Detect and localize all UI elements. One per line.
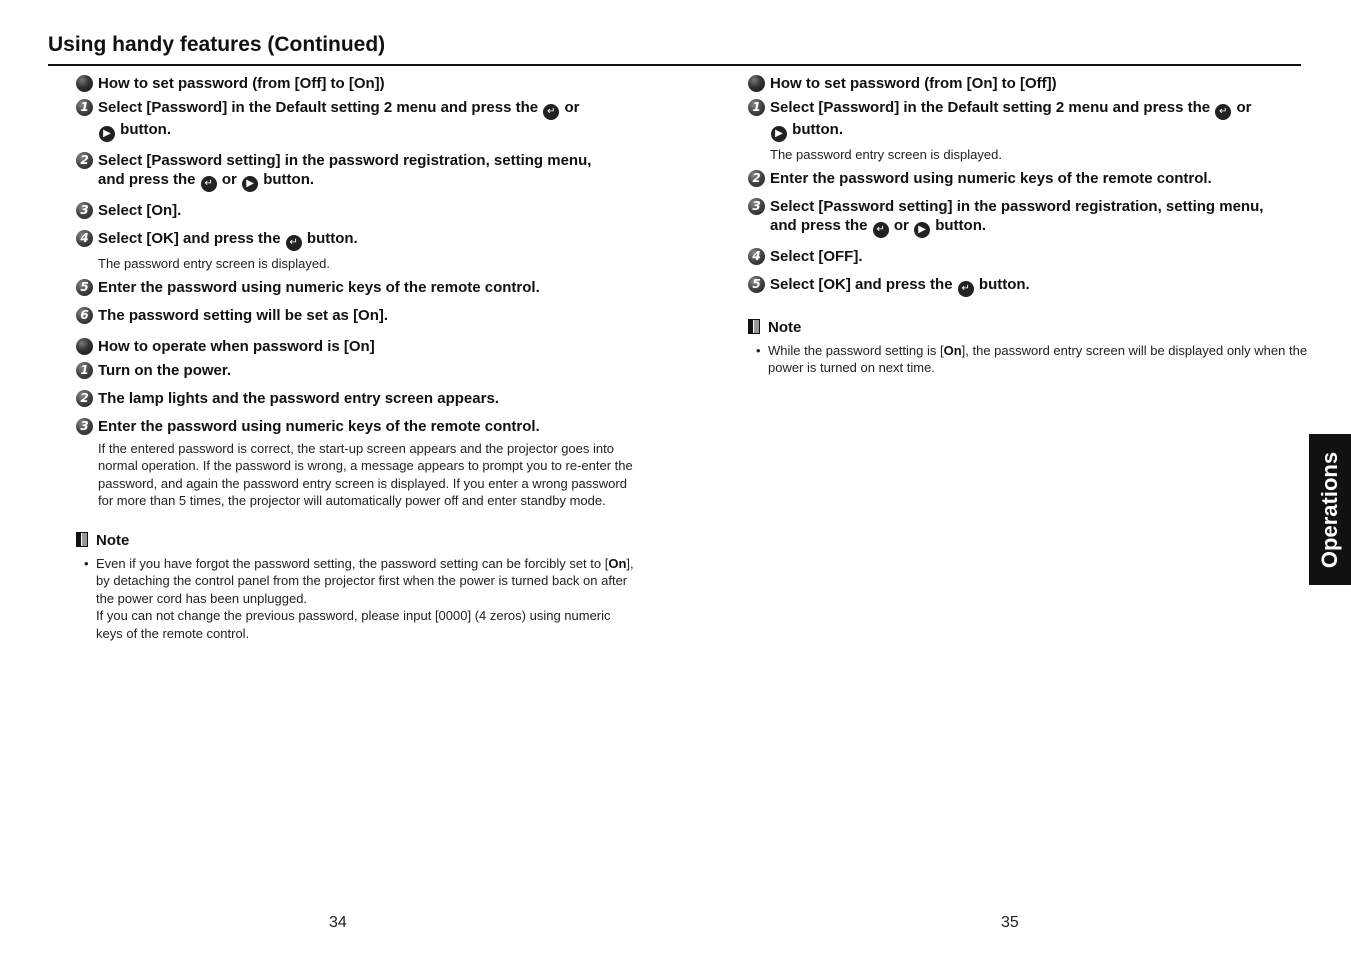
enter-button-icon: ↵ — [543, 104, 559, 120]
step-5: 5 Select [OK] and press the ↵ button. — [748, 275, 1308, 297]
section-heading: How to set password (from [On] to [Off]) — [748, 74, 1308, 93]
step-3: 3 Select [Password setting] in the password registration, setting menu, and press the ↵ or ▶ button. — [748, 197, 1308, 238]
note-icon — [76, 532, 88, 547]
left-column — [76, 74, 636, 642]
black-disc-icon — [76, 338, 93, 355]
side-tab-label: Operations — [1317, 451, 1342, 568]
note-item: • Even if you have forgot the password setting, the password setting can be forcibly set to [On], by detaching the control panel from the projector first when the power is turned back on after the power cord has been unplugged. If you can not change the previous password, please input [0000] (4 zeros) using numeric keys of the remote control. — [96, 555, 636, 643]
enter-button-icon: ↵ — [201, 176, 217, 192]
step-number-icon: 3 — [76, 202, 93, 219]
step-description: The password entry screen is displayed. — [98, 256, 330, 271]
step-2: 2 The lamp lights and the password entry screen appears. — [76, 389, 636, 408]
step-number-icon: 3 — [76, 418, 93, 435]
right-arrow-button-icon: ▶ — [771, 126, 787, 142]
note-list — [76, 555, 636, 643]
page-number-right: 35 — [1001, 914, 1019, 931]
enter-button-icon: ↵ — [873, 222, 889, 238]
section-heading: How to set password (from [Off] to [On]) — [76, 74, 636, 93]
section-heading: How to operate when password is [On] — [76, 337, 636, 356]
note-icon — [748, 319, 760, 334]
step-number-icon: 1 — [76, 99, 93, 116]
note-heading: Note — [76, 531, 636, 550]
right-arrow-button-icon: ▶ — [99, 126, 115, 142]
enter-button-icon: ↵ — [1215, 104, 1231, 120]
right-arrow-button-icon: ▶ — [242, 176, 258, 192]
step-number-icon: 3 — [748, 198, 765, 215]
step-4: 4 Select [OK] and press the ↵ button. — [76, 229, 636, 251]
enter-button-icon: ↵ — [286, 235, 302, 251]
step-2: 2 Enter the password using numeric keys of the remote control. — [748, 169, 1308, 188]
title-rule — [48, 64, 1301, 66]
step-number-icon: 4 — [76, 230, 93, 247]
step-6: 6 The password setting will be set as [On]. — [76, 306, 636, 325]
note-item: • While the password setting is [On], the password entry screen will be displayed only when the power is turned on next time. — [768, 342, 1308, 377]
step-number-icon: 2 — [76, 152, 93, 169]
step-number-icon: 5 — [748, 276, 765, 293]
page-title: Using handy features (Continued) — [48, 33, 386, 56]
step-3: 3 Select [On]. — [76, 201, 636, 220]
step-3: 3 Enter the password using numeric keys of the remote control. — [76, 417, 636, 436]
section-side-tab — [1309, 434, 1351, 585]
page-number-left: 34 — [329, 914, 347, 931]
step-number-icon: 1 — [748, 99, 765, 116]
step-number-icon: 2 — [748, 170, 765, 187]
step-number-icon: 6 — [76, 307, 93, 324]
step-2: 2 Select [Password setting] in the password registration, setting menu, and press the ↵ or ▶ button. — [76, 151, 636, 192]
step-1: 1 Select [Password] in the Default setting 2 menu and press the ↵ or ▶ button. — [76, 98, 636, 142]
right-arrow-button-icon: ▶ — [914, 222, 930, 238]
black-disc-icon — [76, 75, 93, 92]
right-column — [748, 74, 1308, 377]
note-list — [748, 342, 1308, 377]
step-1: 1 Select [Password] in the Default setting 2 menu and press the ↵ or ▶ button. — [748, 98, 1308, 142]
enter-button-icon: ↵ — [958, 281, 974, 297]
step-number-icon: 2 — [76, 390, 93, 407]
note-heading: Note — [748, 318, 1308, 337]
step-4: 4 Select [OFF]. — [748, 247, 1308, 266]
black-disc-icon — [748, 75, 765, 92]
step-1: 1 Turn on the power. — [76, 361, 636, 380]
step-number-icon: 4 — [748, 248, 765, 265]
step-description: If the entered password is correct, the start-up screen appears and the projector goes into normal operation. If the password is wrong, a message appears to prompt you to re-enter the password, and again the password entry screen is displayed. If you enter a wrong password for more than 5 times, the projector will automatically power off and enter standby mode. — [98, 440, 633, 508]
step-number-icon: 1 — [76, 362, 93, 379]
step-number-icon: 5 — [76, 279, 93, 296]
step-description: The password entry screen is displayed. — [770, 147, 1002, 162]
step-5: 5 Enter the password using numeric keys of the remote control. — [76, 278, 636, 297]
